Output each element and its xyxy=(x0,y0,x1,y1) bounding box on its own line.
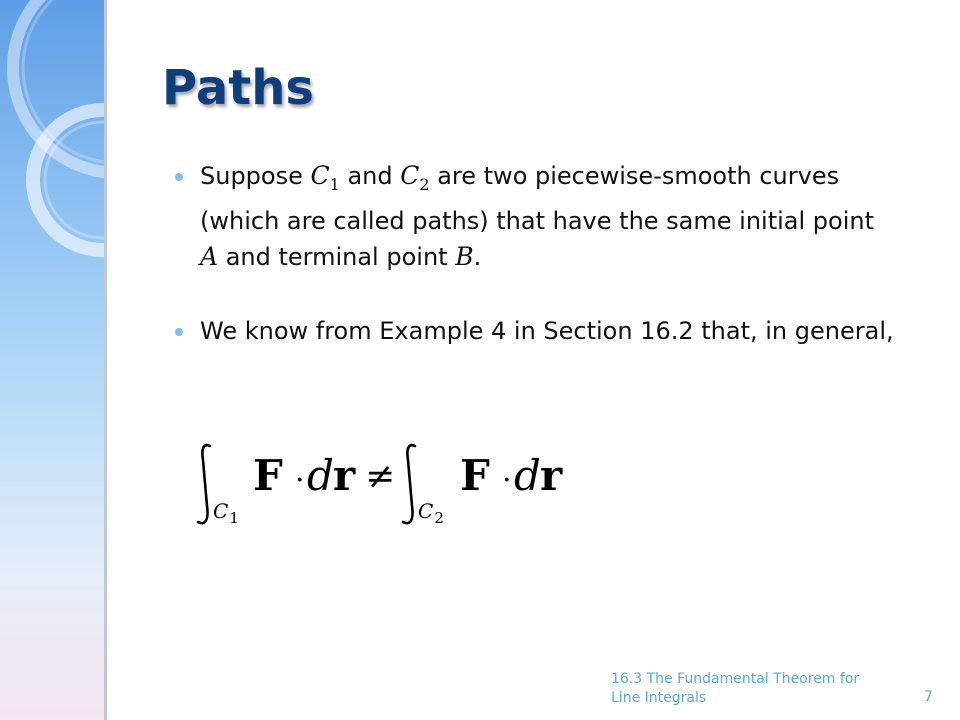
footer-section-title: 16.3 The Fundamental Theorem for Line Integrals xyxy=(611,671,860,706)
integral-subscript-c2: $C_2$ xyxy=(418,499,444,527)
math-c1: $C_1$ xyxy=(310,161,340,194)
bullet-dot xyxy=(175,328,183,336)
not-equal-sign: ≠ xyxy=(365,456,396,497)
page-number: 7 xyxy=(924,689,933,705)
bullet-text: We know from Example 4 in Section 16.2 that, in general, xyxy=(200,317,894,345)
math-b: B xyxy=(455,242,474,271)
integral-sign-1 xyxy=(198,445,210,523)
integral-sign-2 xyxy=(403,445,415,523)
slide-title: Paths xyxy=(162,60,314,116)
bullet-paths-definition xyxy=(175,158,895,275)
decorative-sidebar xyxy=(0,0,106,720)
math-a: A xyxy=(200,242,219,271)
bullet-example-reference xyxy=(175,313,895,349)
line-integral-formula xyxy=(195,438,575,538)
bullet-list xyxy=(175,158,895,387)
bullet-dot xyxy=(175,173,183,181)
integral-subscript-c1: $C_1$ xyxy=(213,499,239,527)
math-c2: $C_2$ xyxy=(400,161,430,194)
bullet-text: and terminal point xyxy=(218,243,456,271)
bullet-text: . xyxy=(473,243,482,271)
integrand-1: F ·dr xyxy=(253,451,356,500)
bullet-text: Suppose xyxy=(200,162,311,190)
sidebar-divider xyxy=(104,0,107,720)
circle-decoration xyxy=(0,0,106,720)
bullet-text: and xyxy=(339,162,401,190)
integrand-2: F ·dr xyxy=(460,451,563,500)
bullet-text: are two piecewise-smooth curves (which are called paths) that have the same initial point xyxy=(200,162,874,235)
